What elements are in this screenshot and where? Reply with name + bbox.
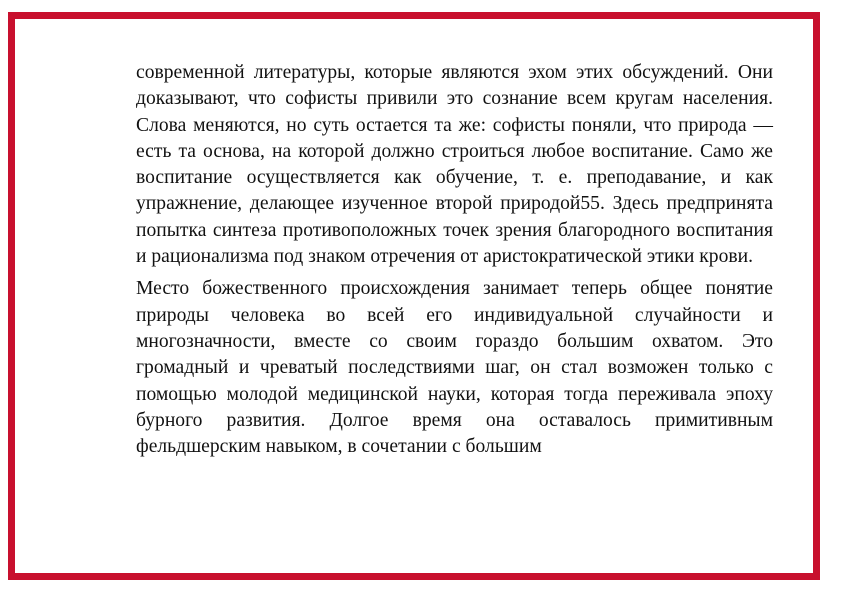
paragraph-1: современной литературы, которые являются эхом этих обсуждений. Они доказывают, что софисты привили это сознание всем кругам населения. Слова меняются, но суть остается та же: софисты поняли, что природа — есть та основа, на которой должно строиться любое воспитание. Само же воспитание осуществляется как обучение, т. е. преподавание, и как упражнение, делающее изученное второй природой55. Здесь предпринята попытка синтеза противоположных точек зрения благородного воспитания и рационализма под знаком отречения от аристократической этики крови. [136,62,773,268]
document-text [136,60,773,460]
paragraph-2: Место божественного происхождения занимает теперь общее понятие природы человека во всей его индивидуальной случайности и многозначности, вместе со своим гораздо большим охватом. Это громадный и чреватый последствиями шаг, он стал возможен только с помощью молодой медицинской науки, которая тогда переживала эпоху бурного развития. Долгое время она оставалось примитивным фельдшерским навыком, в сочетании с большим [136,278,773,458]
